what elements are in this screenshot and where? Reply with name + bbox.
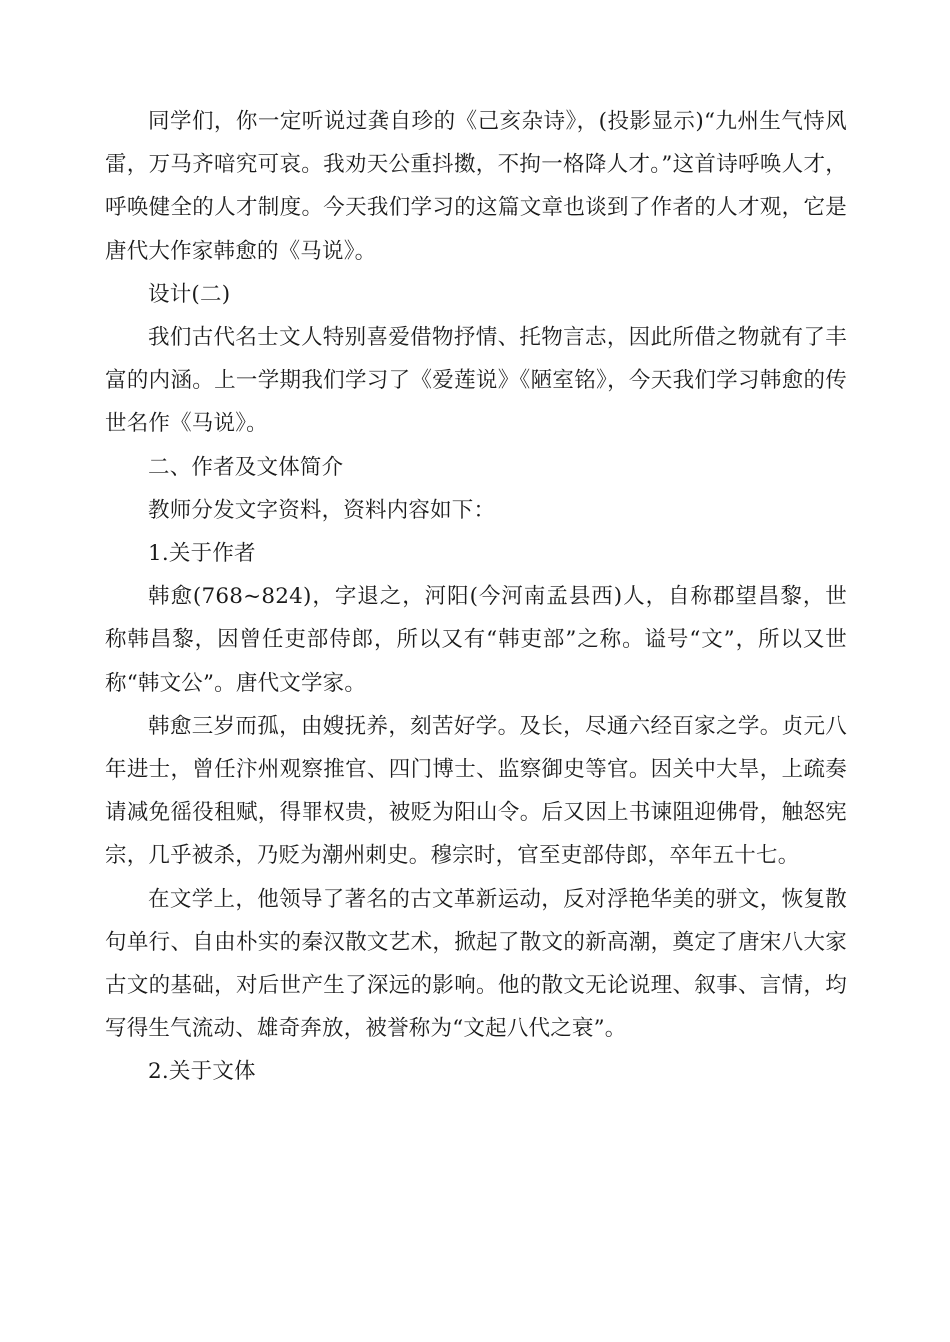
- section-heading-author-genre: 二、作者及文体简介: [148, 454, 344, 480]
- author-bio-paragraph: 韩愈(768~824)，字退之，河阳(今河南孟县西)人，自称郡望昌黎，世称韩昌黎，因曾任吏部侍郎，所以又有“韩吏部”之称。谥号“文”，所以又世称“韩文公”。唐代文学家。: [105, 584, 847, 696]
- subheading-about-genre: 2.关于文体: [148, 1059, 256, 1085]
- author-life-paragraph: 韩愈三岁而孤，由嫂抚养，刻苦好学。及长，尽通六经百家之学。贞元八年进士，曾任汴州观察推官、四门博士、监察御史等官。因关中大旱，上疏奏请减免徭役租赋，得罪权贵，被贬为阳山令。后又因上书谏阻迎佛骨，触怒宪宗，几乎被杀，乃贬为潮州刺史。穆宗时，官至吏部侍郎，卒年五十七。: [105, 713, 847, 869]
- author-literature-paragraph: 在文学上，他领导了著名的古文革新运动，反对浮艳华美的骈文，恢复散句单行、自由朴实的秦汉散文艺术，掀起了散文的新高潮，奠定了唐宋八大家古文的基础，对后世产生了深远的影响。他的散文无论说理、叙事、言情，均写得生气流动、雄奇奔放，被誉称为“文起八代之衰”。: [105, 886, 847, 1042]
- intro-paragraph: 同学们，你一定听说过龚自珍的《己亥杂诗》，(投影显示)“九州生气恃风雷，万马齐喑究可哀。我劝天公重抖擞，不拘一格降人才。”这首诗呼唤人才，呼唤健全的人才制度。今天我们学习的这篇文章也谈到了作者的人才观，它是唐代大作家韩愈的《马说》。: [105, 109, 847, 264]
- design-two-paragraph: 我们古代名士文人特别喜爱借物抒情、托物言志，因此所借之物就有了丰富的内涵。上一学期我们学习了《爱莲说》《陋室铭》，今天我们学习韩愈的传世名作《马说》。: [105, 325, 847, 437]
- handout-note: 教师分发文字资料，资料内容如下：: [148, 497, 496, 523]
- design-two-heading: 设计(二): [148, 281, 231, 307]
- subheading-about-author: 1.关于作者: [148, 541, 256, 567]
- document-body: [105, 100, 847, 1094]
